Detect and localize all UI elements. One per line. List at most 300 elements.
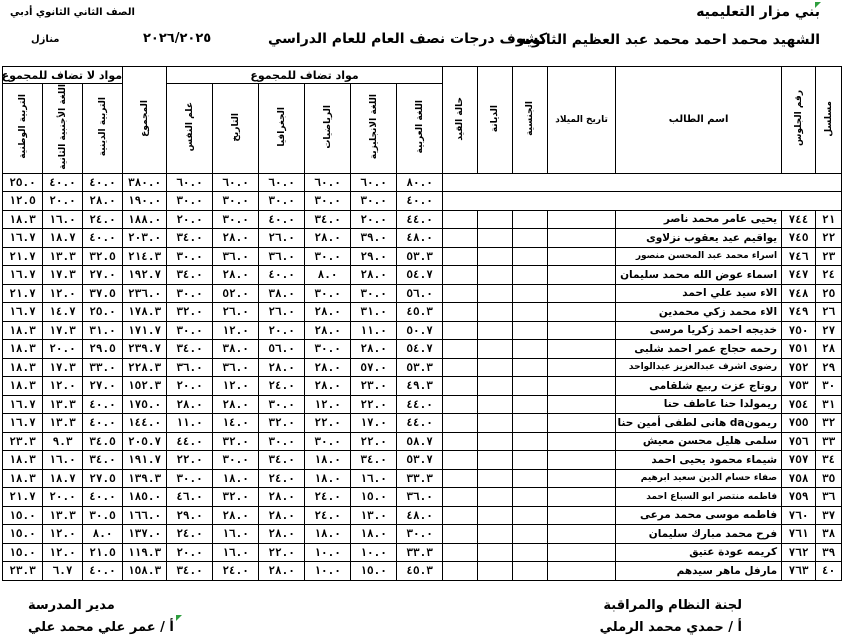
grade-cell: ١٥٨.٣ xyxy=(123,562,167,581)
grade-cell: ٣٤.٠ xyxy=(167,340,213,359)
seat-cell: ٧٥٧ xyxy=(782,451,816,470)
group-added-header: مواد تضاف للمجموع xyxy=(167,67,443,84)
grade-cell: ٣٠.٠ xyxy=(213,451,259,470)
grade-cell: ٣٩.٠ xyxy=(351,229,397,248)
grade-cell: ٢٢.٠ xyxy=(351,432,397,451)
grade-cell: ٢٨.٠ xyxy=(305,303,351,322)
seat-cell: ٧٤٤ xyxy=(782,210,816,229)
limits-rows xyxy=(3,173,842,210)
grade-cell: ٢٣٦.٠ xyxy=(123,284,167,303)
serial-cell: ٣١ xyxy=(816,395,842,414)
student-name-cell: ريمولدا حنا عاطف حنا xyxy=(616,395,782,414)
col-birth: تاريخ الميلاد xyxy=(548,67,616,174)
grade-cell: ٣٢.٠ xyxy=(213,488,259,507)
serial-cell: ٢٧ xyxy=(816,321,842,340)
grade-cell: ٤٨.٠ xyxy=(397,506,443,525)
grade-cell: ١٠.٠ xyxy=(351,543,397,562)
student-name-cell: فرح محمد مبارك سليمان xyxy=(616,525,782,544)
student-name-cell: يحيى عامر محمد ناصر xyxy=(616,210,782,229)
grade-cell: ١٢.٥ xyxy=(3,192,43,211)
grade-cell: ٢٢.٠ xyxy=(351,395,397,414)
grade-cell: ٢٨.٠ xyxy=(305,377,351,396)
student-name-cell: فاطمه موسى محمد مرعى xyxy=(616,506,782,525)
col-arabic: اللغة العربية xyxy=(397,84,443,174)
col-serial: مسلسل xyxy=(816,67,842,174)
empty-cell xyxy=(443,377,478,396)
grade-cell: ٢٤.٠ xyxy=(83,210,123,229)
grade-cell: ٣٠.٠ xyxy=(259,395,305,414)
serial-cell: ٣٣ xyxy=(816,432,842,451)
grade-cell: ١١٩.٣ xyxy=(123,543,167,562)
grade-cell: ٢٤.٠ xyxy=(305,506,351,525)
grade-cell: ١٦٦.٠ xyxy=(123,506,167,525)
grade-cell: ٢٨.٠ xyxy=(259,562,305,581)
empty-cell xyxy=(513,247,548,266)
col-seat: رقم الجلوس xyxy=(782,67,816,174)
grade-cell: ٢٠٥.٧ xyxy=(123,432,167,451)
table-row xyxy=(3,525,842,544)
seat-cell: ٧٥٤ xyxy=(782,395,816,414)
student-name-cell: اسراء محمد عبد المحسن منصور xyxy=(616,247,782,266)
grade-cell: ١٧.٣ xyxy=(43,358,83,377)
grade-cell: ١٦.٧ xyxy=(3,303,43,322)
empty-cell xyxy=(513,525,548,544)
grade-cell: ٤٤.٠ xyxy=(397,395,443,414)
seat-cell: ٧٤٥ xyxy=(782,229,816,248)
empty-cell xyxy=(513,395,548,414)
grade-cell: ١٦.٠ xyxy=(43,210,83,229)
grade-cell: ١٥.٠ xyxy=(3,525,43,544)
col-geography: الجغرافيا xyxy=(259,84,305,174)
empty-cell xyxy=(513,340,548,359)
empty-cell xyxy=(548,432,616,451)
grade-cell: ١٨.٠ xyxy=(305,469,351,488)
grade-cell: ٤٠.٠ xyxy=(83,562,123,581)
empty-cell xyxy=(478,562,513,581)
table-row xyxy=(3,358,842,377)
grade-cell: ٤٠.٠ xyxy=(43,173,83,192)
empty-cell xyxy=(548,321,616,340)
empty-cell xyxy=(513,432,548,451)
grade-cell: ٣٠.٠ xyxy=(351,284,397,303)
empty-cell xyxy=(513,451,548,470)
grade-cell: ٢٠.٠ xyxy=(167,210,213,229)
grade-cell: ١٤.٠ xyxy=(213,414,259,433)
student-name-cell: فاطمه منتصر ابو السباع احمد xyxy=(616,488,782,507)
empty-cell xyxy=(548,488,616,507)
principal-title: مدير المدرسة xyxy=(28,598,115,613)
student-name-cell: اسماء عوض الله محمد سليمان xyxy=(616,266,782,285)
serial-cell: ٣٤ xyxy=(816,451,842,470)
grade-cell: ١٨.٣ xyxy=(3,210,43,229)
grade-cell: ١٢.٠ xyxy=(43,284,83,303)
empty-cell xyxy=(513,469,548,488)
grade-cell: ١٥.٠ xyxy=(351,488,397,507)
grade-cell: ٣٤.٠ xyxy=(83,451,123,470)
empty-cell xyxy=(443,266,478,285)
max-row xyxy=(3,173,842,192)
grade-cell: ١٨.٣ xyxy=(3,340,43,359)
seat-cell: ٧٥٠ xyxy=(782,321,816,340)
grade-cell: ١٨.٣ xyxy=(3,358,43,377)
empty-cell xyxy=(478,284,513,303)
col-religious: التربية الدينية xyxy=(83,84,123,174)
grade-cell: ٣٠.٠ xyxy=(305,340,351,359)
serial-cell: ٣٠ xyxy=(816,377,842,396)
grade-cell: ١٧١.٧ xyxy=(123,321,167,340)
empty-cell xyxy=(548,303,616,322)
serial-cell: ٣٧ xyxy=(816,506,842,525)
seat-cell: ٧٦٢ xyxy=(782,543,816,562)
grade-cell: ١٧.٠ xyxy=(351,414,397,433)
grade-cell: ٢٨.٠ xyxy=(213,506,259,525)
empty-cell xyxy=(478,488,513,507)
grade-cell: ٥٣.٧ xyxy=(397,451,443,470)
blank-cell xyxy=(443,192,842,211)
grade-cell: ١٩٠.٠ xyxy=(123,192,167,211)
empty-cell xyxy=(443,469,478,488)
comment-marker xyxy=(815,2,821,8)
grade-cell: ٤٦.٠ xyxy=(167,488,213,507)
empty-cell xyxy=(443,414,478,433)
grade-cell: ٢٧.٠ xyxy=(83,377,123,396)
grade-cell: ١٢.٠ xyxy=(213,377,259,396)
grade-cell: ٢٤.٠ xyxy=(167,525,213,544)
grade-cell: ٥٨.٧ xyxy=(397,432,443,451)
serial-cell: ٢٣ xyxy=(816,247,842,266)
grade-cell: ٩.٣ xyxy=(43,432,83,451)
grade-cell: ٢٨.٠ xyxy=(213,266,259,285)
grade-cell: ١٦.٠ xyxy=(213,543,259,562)
grade-cell: ٣٠.٠ xyxy=(305,432,351,451)
grade-cell: ٤٠.٠ xyxy=(259,266,305,285)
grade-cell: ٢٢.٠ xyxy=(305,414,351,433)
empty-cell xyxy=(443,395,478,414)
seat-cell: ٧٤٨ xyxy=(782,284,816,303)
grade-cell: ١٨.٣ xyxy=(3,451,43,470)
seat-cell: ٧٦٠ xyxy=(782,506,816,525)
grade-cell: ٤٤.٠ xyxy=(167,432,213,451)
grade-cell: ٢٨.٠ xyxy=(213,395,259,414)
table-row xyxy=(3,543,842,562)
empty-cell xyxy=(548,340,616,359)
grade-cell: ١٠.٠ xyxy=(305,543,351,562)
grade-cell: ٢٠.٠ xyxy=(167,377,213,396)
grade-cell: ١٨.٠ xyxy=(213,469,259,488)
grade-cell: ٣٤.٠ xyxy=(167,562,213,581)
grade-cell: ١٦.٧ xyxy=(3,229,43,248)
col-religion: الديانة xyxy=(478,67,513,174)
serial-cell: ٣٢ xyxy=(816,414,842,433)
grade-cell: ٣٠.٠ xyxy=(167,469,213,488)
col-psychology: علم النفس xyxy=(167,84,213,174)
grade-cell: ١٨.٧ xyxy=(43,229,83,248)
col-history: التاريخ xyxy=(213,84,259,174)
seat-cell: ٧٥٦ xyxy=(782,432,816,451)
grade-cell: ٤٠.٠ xyxy=(259,210,305,229)
grade-cell: ٨.٠ xyxy=(83,525,123,544)
student-name-cell: الاء سيد علي احمد xyxy=(616,284,782,303)
grade-cell: ١٨.٣ xyxy=(3,469,43,488)
grade-cell: ٢٢٨.٣ xyxy=(123,358,167,377)
grade-cell: ٢٠٣.٠ xyxy=(123,229,167,248)
grade-cell: ١٧٥.٠ xyxy=(123,395,167,414)
empty-cell xyxy=(478,210,513,229)
grade-cell: ٦.٧ xyxy=(43,562,83,581)
empty-cell xyxy=(443,247,478,266)
grade-cell: ٣٠.٠ xyxy=(351,192,397,211)
grade-cell: ٣٠.٠ xyxy=(167,247,213,266)
grade-cell: ٣٦.٠ xyxy=(397,488,443,507)
grade-cell: ١٨.٠ xyxy=(305,451,351,470)
grade-cell: ١٢.٠ xyxy=(213,321,259,340)
grades-table xyxy=(2,66,842,581)
empty-cell xyxy=(548,284,616,303)
empty-cell xyxy=(513,210,548,229)
grade-cell: ٣٦.٠ xyxy=(213,247,259,266)
empty-cell xyxy=(443,562,478,581)
table-row xyxy=(3,395,842,414)
grade-cell: ٣٦.٠ xyxy=(213,358,259,377)
committee-name: أ / حمدي محمد الرملي xyxy=(599,620,742,635)
empty-cell xyxy=(478,395,513,414)
grade-cell: ٣٨.٠ xyxy=(259,284,305,303)
grade-cell: ٥٧.٠ xyxy=(351,358,397,377)
serial-cell: ٤٠ xyxy=(816,562,842,581)
manazel-label: منازل xyxy=(31,34,60,45)
grade-cell: ١٣.٣ xyxy=(43,506,83,525)
table-row xyxy=(3,432,842,451)
grade-cell: ٣٠.٠ xyxy=(305,192,351,211)
grade-cell: ١٥.٠ xyxy=(351,562,397,581)
grade-cell: ٢٢.٠ xyxy=(167,451,213,470)
student-name-cell: سلمى هليل محسن معيش xyxy=(616,432,782,451)
serial-cell: ٢١ xyxy=(816,210,842,229)
grade-cell: ٣٤.٠ xyxy=(305,210,351,229)
grade-cell: ٤٩.٣ xyxy=(397,377,443,396)
report-title: كشوف درجات نصف العام للعام الدراسي xyxy=(268,31,547,47)
grade-cell: ٦٠.٠ xyxy=(305,173,351,192)
table-row xyxy=(3,266,842,285)
min-row xyxy=(3,192,842,211)
grade-cell: ٢٨.٠ xyxy=(213,229,259,248)
empty-cell xyxy=(478,525,513,544)
grade-cell: ١٠.٠ xyxy=(305,562,351,581)
grade-cell: ٤٥.٣ xyxy=(397,303,443,322)
grade-cell: ٤٠.٠ xyxy=(83,414,123,433)
empty-cell xyxy=(443,210,478,229)
empty-cell xyxy=(548,451,616,470)
grade-cell: ٢٨.٠ xyxy=(305,229,351,248)
grade-cell: ١٢.٠ xyxy=(43,377,83,396)
grade-cell: ٣٣.٣ xyxy=(397,543,443,562)
grade-cell: ٢٨.٠ xyxy=(259,488,305,507)
grade-cell: ١٣.٣ xyxy=(43,414,83,433)
empty-cell xyxy=(478,321,513,340)
grade-cell: ٢٥.٠ xyxy=(83,303,123,322)
table-row xyxy=(3,469,842,488)
table-row xyxy=(3,210,842,229)
grade-cell: ٢٩.٥ xyxy=(83,340,123,359)
serial-cell: ٢٦ xyxy=(816,303,842,322)
col-status: حالة القيد xyxy=(443,67,478,174)
grade-cell: ١٩٢.٧ xyxy=(123,266,167,285)
empty-cell xyxy=(443,451,478,470)
header-group-row xyxy=(3,67,842,84)
grade-cell: ٢٠.٠ xyxy=(259,321,305,340)
grade-cell: ٢١.٧ xyxy=(3,488,43,507)
grade-cell: ١٨.٣ xyxy=(3,321,43,340)
col-english: اللغة الانجليزية xyxy=(351,84,397,174)
empty-cell xyxy=(443,229,478,248)
grade-cell: ٢٥.٠ xyxy=(3,173,43,192)
empty-cell xyxy=(478,303,513,322)
grade-cell: ٥٣.٣ xyxy=(397,247,443,266)
grade-cell: ١٣٧.٠ xyxy=(123,525,167,544)
grade-cell: ٤٤.٠ xyxy=(397,414,443,433)
grade-cell: ٣٠.٠ xyxy=(167,321,213,340)
serial-cell: ٣٥ xyxy=(816,469,842,488)
empty-cell xyxy=(548,229,616,248)
grade-cell: ٢٨.٠ xyxy=(351,340,397,359)
student-name-cell: ريمونda هانى لطفى أمين حنا xyxy=(616,414,782,433)
grade-cell: ٢٩.٠ xyxy=(167,506,213,525)
grade-cell: ٥٤.٧ xyxy=(397,266,443,285)
seat-cell: ٧٤٧ xyxy=(782,266,816,285)
grade-cell: ١٧.٣ xyxy=(43,321,83,340)
student-name-cell: يواقيم عيد يعقوب نزلاوى xyxy=(616,229,782,248)
grade-cell: ٨٠.٠ xyxy=(397,173,443,192)
comment-marker xyxy=(176,615,182,621)
seat-cell: ٧٦١ xyxy=(782,525,816,544)
grade-cell: ٢٠.٠ xyxy=(351,210,397,229)
col-nationality: الجنسية xyxy=(513,67,548,174)
grade-cell: ١٨.٠ xyxy=(351,525,397,544)
grade-cell: ٣٢.٠ xyxy=(259,414,305,433)
grade-cell: ١٢.٠ xyxy=(305,395,351,414)
grade-label: الصف الثاني الثانوي أدبي xyxy=(10,7,135,18)
table-row xyxy=(3,414,842,433)
empty-cell xyxy=(513,488,548,507)
empty-cell xyxy=(513,321,548,340)
table-row xyxy=(3,377,842,396)
grade-cell: ٢٨.٠ xyxy=(259,506,305,525)
col-national: التربية الوطنية xyxy=(3,84,43,174)
empty-cell xyxy=(478,340,513,359)
grade-cell: ٤٠.٠ xyxy=(83,488,123,507)
grade-cell: ١٦.٠ xyxy=(213,525,259,544)
table-row xyxy=(3,247,842,266)
grade-cell: ٥٢.٠ xyxy=(213,284,259,303)
grade-cell: ٢١.٧ xyxy=(3,247,43,266)
grade-cell: ١٦.٠ xyxy=(43,451,83,470)
grade-cell: ٢٠.٠ xyxy=(167,543,213,562)
empty-cell xyxy=(513,284,548,303)
grade-cell: ١٧٨.٣ xyxy=(123,303,167,322)
grade-cell: ٢٠.٠ xyxy=(43,192,83,211)
empty-cell xyxy=(478,377,513,396)
student-name-cell: مارفل ماهر سيدهم xyxy=(616,562,782,581)
grade-cell: ١٥٢.٣ xyxy=(123,377,167,396)
grade-cell: ٢١٤.٣ xyxy=(123,247,167,266)
grade-cell: ١٤٤.٠ xyxy=(123,414,167,433)
table-row xyxy=(3,303,842,322)
serial-cell: ٢٩ xyxy=(816,358,842,377)
grade-cell: ٣٢.٠ xyxy=(213,432,259,451)
grade-cell: ٢١.٥ xyxy=(83,543,123,562)
empty-cell xyxy=(443,303,478,322)
grade-cell: ٢٨.٠ xyxy=(83,192,123,211)
grade-cell: ٢٤.٠ xyxy=(259,377,305,396)
grade-cell: ٢٨.٠ xyxy=(305,358,351,377)
empty-cell xyxy=(548,266,616,285)
student-name-cell: رحمه حجاج عمر احمد شلبى xyxy=(616,340,782,359)
empty-cell xyxy=(443,358,478,377)
empty-cell xyxy=(548,395,616,414)
grade-cell: ٢٠.٠ xyxy=(43,340,83,359)
serial-cell: ٣٩ xyxy=(816,543,842,562)
serial-cell: ٢٥ xyxy=(816,284,842,303)
grade-cell: ١٢.٠ xyxy=(43,525,83,544)
grade-cell: ٣٠.٠ xyxy=(213,210,259,229)
empty-cell xyxy=(478,266,513,285)
student-name-cell: رضوى اشرف عبدالعزيز عبدالواحد xyxy=(616,358,782,377)
grade-cell: ١٣.٣ xyxy=(43,247,83,266)
grade-cell: ١٥.٠ xyxy=(3,543,43,562)
grade-cell: ١١.٠ xyxy=(351,321,397,340)
blank-cell xyxy=(443,173,842,192)
grade-cell: ٢٤.٠ xyxy=(213,562,259,581)
empty-cell xyxy=(478,451,513,470)
empty-cell xyxy=(548,247,616,266)
grade-cell: ٣٣.٣ xyxy=(397,469,443,488)
grade-cell: ٢٣.٣ xyxy=(3,562,43,581)
grade-cell: ٢٦.٠ xyxy=(259,229,305,248)
seat-cell: ٧٥٩ xyxy=(782,488,816,507)
grade-cell: ١٤.٧ xyxy=(43,303,83,322)
serial-cell: ٢٤ xyxy=(816,266,842,285)
grade-cell: ٢٨.٠ xyxy=(351,266,397,285)
grade-cell: ٢٤.٠ xyxy=(259,469,305,488)
grade-cell: ٢٢.٠ xyxy=(259,543,305,562)
seat-cell: ٧٤٦ xyxy=(782,247,816,266)
grade-cell: ٤٠.٠ xyxy=(83,229,123,248)
grade-cell: ٣٠.٠ xyxy=(305,284,351,303)
empty-cell xyxy=(478,247,513,266)
student-rows xyxy=(3,210,842,580)
table-row xyxy=(3,229,842,248)
grade-cell: ٣٤.٠ xyxy=(167,266,213,285)
serial-cell: ٣٦ xyxy=(816,488,842,507)
student-name-cell: خديجه احمد زكريا مرسى xyxy=(616,321,782,340)
empty-cell xyxy=(443,525,478,544)
grade-cell: ٣٤.٠ xyxy=(167,229,213,248)
empty-cell xyxy=(548,543,616,562)
school-name: الشهيد محمد احمد محمد عبد العظيم الثانويه xyxy=(518,32,820,48)
table-row xyxy=(3,488,842,507)
grade-cell: ٢١.٧ xyxy=(3,284,43,303)
grade-cell: ١٥.٠ xyxy=(3,506,43,525)
grade-cell: ٣٦.٠ xyxy=(167,358,213,377)
empty-cell xyxy=(513,358,548,377)
grade-cell: ٣٠.٠ xyxy=(259,192,305,211)
grade-cell: ١٨.٠ xyxy=(305,525,351,544)
grade-cell: ١٩١.٧ xyxy=(123,451,167,470)
grade-cell: ١١.٠ xyxy=(167,414,213,433)
student-name-cell: صفاء حسام الدين سعيد ابرهيم xyxy=(616,469,782,488)
grade-cell: ٥٤.٧ xyxy=(397,340,443,359)
grade-cell: ٤٨.٠ xyxy=(397,229,443,248)
